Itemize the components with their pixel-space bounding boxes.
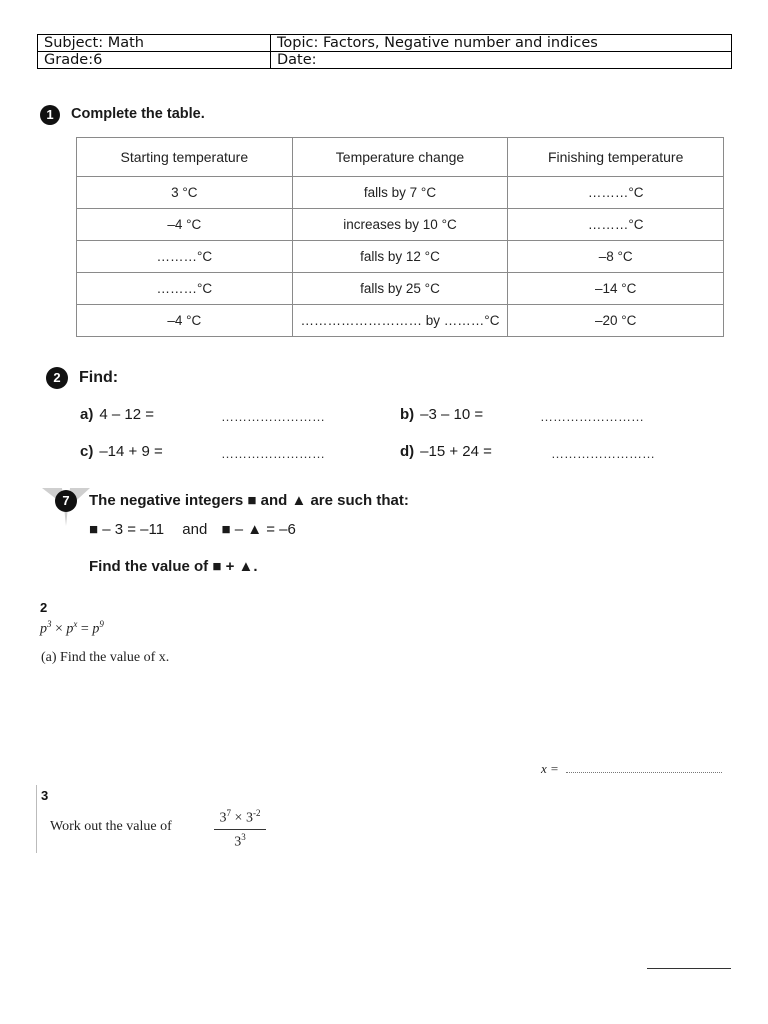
q7-number-badge: 7 [55,490,77,512]
q7-and-text: and [182,521,208,538]
q2-item-expr: –3 – 10 = [420,406,484,423]
q2-item-label: a) [80,406,94,423]
q7-equation-1: ■ – 3 = –11 [89,521,165,538]
q7-title: The negative integers ■ and ▲ are such that: [89,492,409,509]
problem-2-answer-label: x = [541,761,559,776]
q2-title: Find: [79,369,119,386]
num-exponent: 7 [226,808,232,818]
table-cell: 3 °C [77,177,293,209]
table-cell: ………°C [77,241,293,273]
table-cell: –20 °C [508,305,724,337]
problem-2-number: 2 [40,600,48,615]
problem-2-answer-line [566,772,722,773]
table-header-row [77,138,724,177]
q2-answer-blank: …………………… [221,409,325,424]
table-cell: falls by 25 °C [292,273,508,305]
q2-item-expr: –15 + 24 = [420,443,492,460]
q1-title: Complete the table. [71,106,205,122]
table-row [77,241,724,273]
temperature-table [76,137,724,337]
eq-base: p [40,621,47,637]
q2-number-badge: 2 [46,367,68,389]
num-base: 3 [245,810,253,826]
den-base: 3 [234,834,242,850]
fraction-numerator [214,808,266,830]
q2-item-label: d) [400,443,415,460]
num-exponent: -2 [252,808,261,818]
table-cell: –4 °C [77,305,293,337]
table-row [77,305,724,337]
q2-answer-blank: …………………… [551,446,655,461]
num-base: 3 [219,810,227,826]
problem-3-text: Work out the value of [50,819,172,834]
header-table [37,34,732,69]
q2-item-d [400,443,492,460]
den-exponent: 3 [241,831,246,842]
q2-item-label: b) [400,406,415,423]
table-cell: ………°C [77,273,293,305]
q2-item-c [80,443,163,460]
table-cell: –8 °C [508,241,724,273]
table-cell: increases by 10 °C [292,209,508,241]
table-cell: ……………………… by ………°C [292,305,508,337]
problem-3-answer-line [647,968,731,969]
table-cell: falls by 7 °C [292,177,508,209]
eq-operator: × [51,621,67,637]
q2-item-a [80,406,154,423]
problem-2-part-a: (a) Find the value of x. [41,650,170,665]
margin-line [36,785,37,853]
table-row [77,209,724,241]
table-cell: ………°C [508,177,724,209]
topic-cell: Topic: Factors, Negative number and indices [271,35,732,52]
q2-item-b [400,406,483,423]
col-header-finishing: Finishing temperature [508,138,724,177]
q2-answer-blank: …………………… [540,409,644,424]
eq-base: p [92,621,100,637]
q7-task: Find the value of ■ + ▲. [89,558,258,575]
table-cell: –4 °C [77,209,293,241]
eq-base: p [66,621,74,637]
q2-item-expr: 4 – 12 = [99,406,154,423]
date-cell: Date: [271,52,732,69]
table-row [77,273,724,305]
eq-exponent: 3 [47,619,52,629]
problem-3-fraction [214,808,266,850]
eq-exponent: x [73,619,78,629]
q7-equations [89,521,296,538]
table-cell: –14 °C [508,273,724,305]
col-header-change: Temperature change [292,138,508,177]
subject-cell: Subject: Math [38,35,271,52]
table-cell: ………°C [508,209,724,241]
q2-item-label: c) [80,443,94,460]
fraction-denominator [214,830,266,851]
q1-number-badge: 1 [40,105,60,125]
num-operator: × [231,810,246,826]
col-header-starting: Starting temperature [77,138,293,177]
q2-answer-blank: …………………… [221,446,325,461]
grade-cell: Grade:6 [38,52,271,69]
table-cell: falls by 12 °C [292,241,508,273]
problem-2-equation [40,619,104,638]
problem-3-number: 3 [41,788,49,803]
eq-exponent: 9 [99,619,104,629]
q2-item-expr: –14 + 9 = [99,443,163,460]
q7-equation-2: ■ – ▲ = –6 [221,521,296,538]
eq-operator: = [77,621,93,637]
table-row [77,177,724,209]
